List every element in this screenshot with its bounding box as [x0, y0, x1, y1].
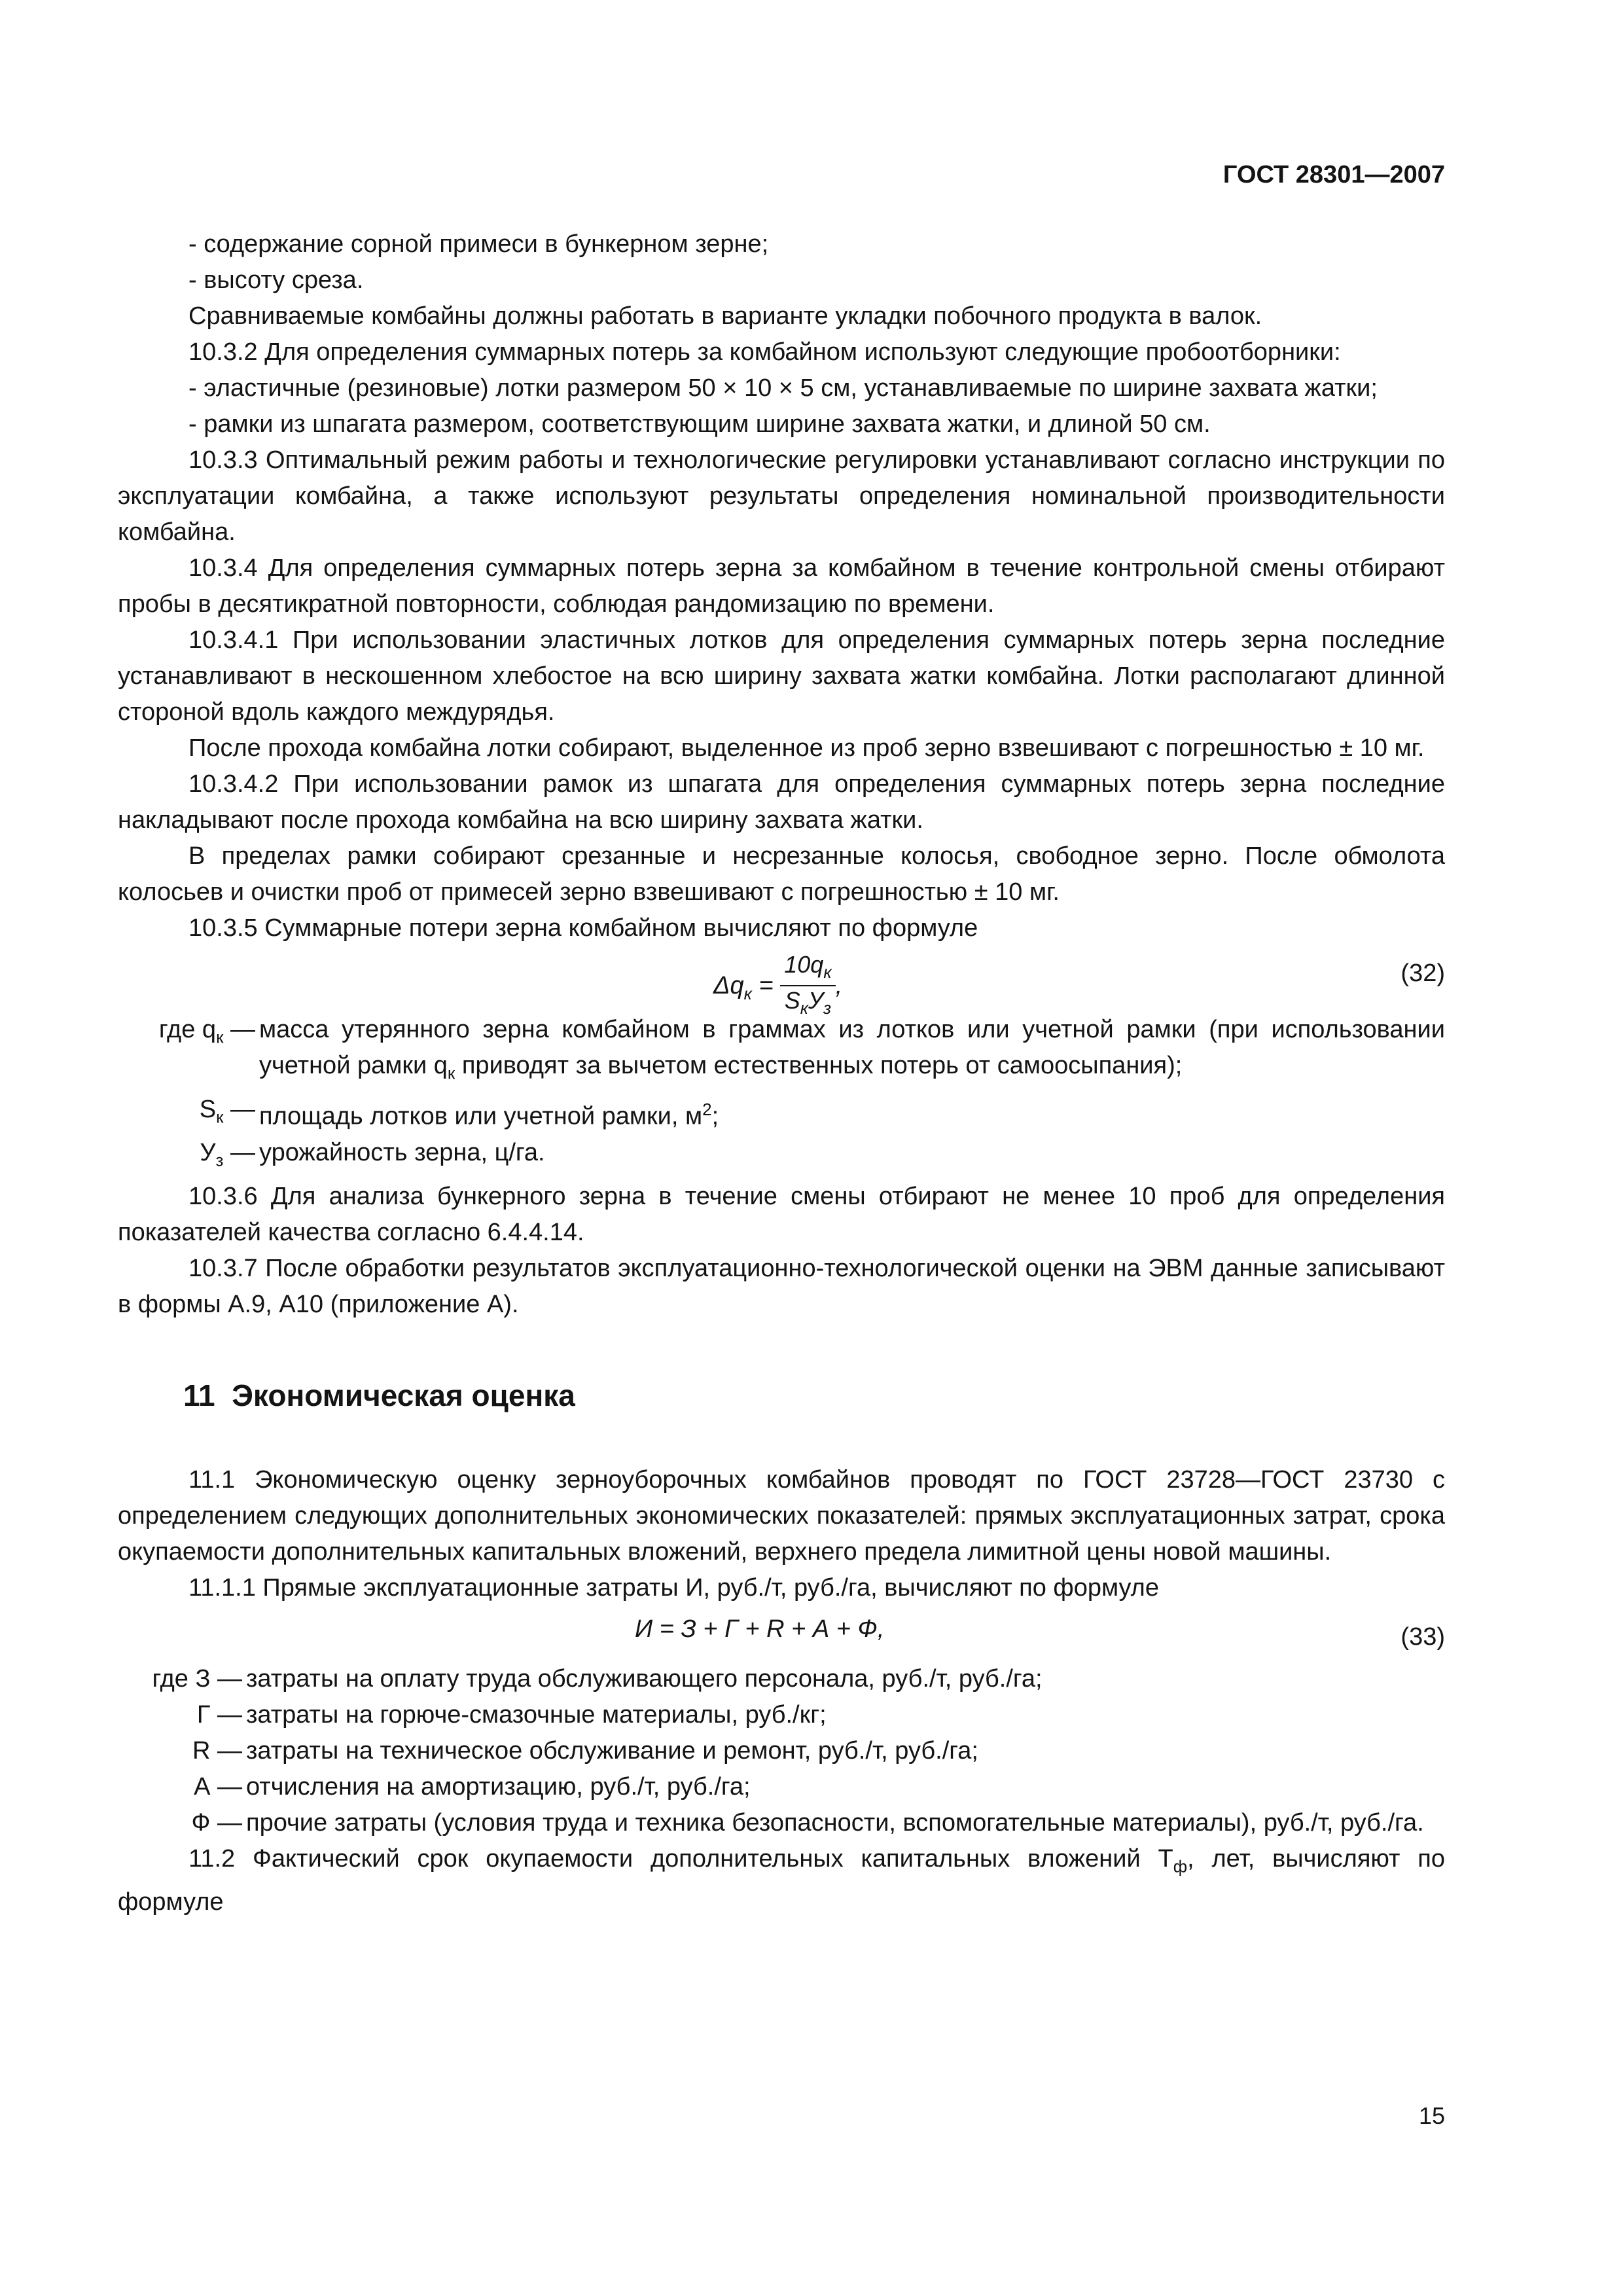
formula-32-number: (32): [1400, 960, 1445, 987]
legend-symbol: А —: [194, 1772, 242, 1801]
legend-symbol: R —: [192, 1736, 242, 1765]
list-item: - эластичные (резиновые) лотки размером 50 × 10 × 5 см, устанавливаемые по ширине захвата жатки;: [188, 374, 1378, 402]
paragraph: 11.1.1 Прямые эксплуатационные затраты И, руб./т, руб./га, вычисляют по формуле: [188, 1573, 1159, 1602]
legend-symbol: $S_к$ —: [199, 1095, 255, 1127]
formula-32-tail: ,: [835, 972, 843, 1000]
paragraph: 11.2 Фактический срок окупаемости дополнительных капитальных вложений $Т_ф$, лет, вычисляют по формуле: [118, 1844, 1445, 1916]
legend-text: прочие затраты (условия труда и техника безопасности, вспомогательные материалы), руб./т, руб./га.: [246, 1808, 1424, 1837]
paragraph: В пределах рамки собирают срезанные и несрезанные колосья, свободное зерно. После обмолота колосьев и очистки проб от примесей зерно взвешивают с погрешностью ± 10 мг.: [118, 842, 1445, 906]
formula-33-number: (33): [1400, 1623, 1445, 1651]
document-body: [118, 226, 1445, 1920]
formula-32: [118, 946, 1445, 1018]
paragraph: После прохода комбайна лотки собирают, выделенное из проб зерно взвешивают с погрешностью ± 10 мг.: [188, 734, 1425, 762]
legend-symbol: $У_з$ —: [200, 1139, 255, 1170]
formula-32-denominator: $S_кУ_з$: [784, 987, 832, 1018]
formula-32-expression: [713, 952, 842, 1022]
list-item: - рамки из шпагата размером, соответствующим ширине захвата жатки, и длиной 50 см.: [188, 410, 1211, 438]
formula-33: [118, 1606, 1445, 1661]
legend-text: затраты на горюче-смазочные материалы, руб./кг;: [246, 1700, 827, 1729]
legend-text: затраты на оплату труда обслуживающего персонала, руб./т, руб./га;: [246, 1664, 1043, 1693]
paragraph: 11.1 Экономическую оценку зерноуборочных комбайнов проводят по ГОСТ 23728—ГОСТ 23730 с определением следующих дополнительных экономических показателей: прямых эксплуатационных затрат, срока окупаемости дополнительных капитальных вложений, верхнего предела лимитной цены новой машины.: [118, 1465, 1445, 1566]
legend-symbol: Г —: [196, 1700, 242, 1729]
section-number: 11: [183, 1378, 215, 1412]
legend-symbol: Ф —: [191, 1808, 242, 1837]
formula-32-lhs-sub: к: [743, 983, 752, 1003]
list-item: - содержание сорной примеси в бункерном зерне;: [188, 230, 769, 258]
legend-text: урожайность зерна, ц/га.: [259, 1139, 545, 1167]
paragraph: Сравниваемые комбайны должны работать в варианте укладки побочного продукта в валок.: [188, 302, 1262, 330]
section-title: Экономическая оценка: [232, 1378, 575, 1412]
paragraph: 10.3.4 Для определения суммарных потерь зерна за комбайном в течение контрольной смены отбирают пробы в десятикратной повторности, соблюдая рандомизацию по времени.: [118, 554, 1445, 618]
legend-text: затраты на техническое обслуживание и ремонт, руб./т, руб./га;: [246, 1736, 978, 1765]
legend-text: площадь лотков или учетной рамки, $м^2$;: [259, 1099, 719, 1130]
legend-text: отчисления на амортизацию, руб./т, руб./га;: [246, 1772, 751, 1801]
paragraph: 10.3.5 Суммарные потери зерна комбайном вычисляют по формуле: [188, 914, 978, 942]
legend-symbol: где З —: [152, 1664, 242, 1693]
list-item: - высоту среза.: [188, 266, 364, 294]
paragraph: 10.3.4.2 При использовании рамок из шпагата для определения суммарных потерь зерна последние накладывают после прохода комбайна на всю ширину захвата жатки.: [118, 770, 1445, 834]
paragraph: 10.3.3 Оптимальный режим работы и технологические регулировки устанавливают согласно инструкции по эксплуатации комбайна, а также используют результаты определения номинальной производительности комбайна.: [118, 446, 1445, 546]
formula-32-fraction: [780, 952, 835, 1022]
formula-33-expression: И = З + Г + R + А + Ф,: [635, 1615, 885, 1643]
paragraph: 10.3.2 Для определения суммарных потерь за комбайном используют следующие пробоотборники:: [188, 338, 1341, 366]
paragraph: 10.3.7 После обработки результатов эксплуатационно-технологической оценки на ЭВМ данные записывают в формы А.9, А10 (приложение А).: [118, 1254, 1445, 1318]
section-heading: [183, 1378, 1445, 1414]
legend-symbol: где $q_к$ —: [158, 1016, 255, 1047]
formula-32-legend: [118, 1012, 1445, 1179]
legend-text: масса утерянного зерна комбайном в граммах из лотков или учетной рамки (при использовании учетной рамки $q_к$ приводят за вычетом естественных потерь от самоосыпания);: [259, 1016, 1445, 1083]
paragraph: 10.3.6 Для анализа бункерного зерна в течение смены отбирают не менее 10 проб для определения показателей качества согласно 6.4.4.14.: [118, 1182, 1445, 1246]
paragraph: 10.3.4.1 При использовании эластичных лотков для определения суммарных потерь зерна последние устанавливают в нескошенном хлебостое на всю ширину захвата жатки комбайна. Лотки располагают длинной стороной вдоль каждого междурядья.: [118, 626, 1445, 726]
page-number: 15: [1418, 2102, 1445, 2129]
formula-32-eq: =: [758, 972, 774, 1000]
formula-33-legend: [118, 1661, 1445, 1841]
document-id-header: ГОСТ 28301—2007: [1222, 161, 1445, 188]
formula-32-numerator: $10q_к$: [780, 952, 835, 986]
formula-32-lhs: Δq: [713, 972, 744, 1000]
